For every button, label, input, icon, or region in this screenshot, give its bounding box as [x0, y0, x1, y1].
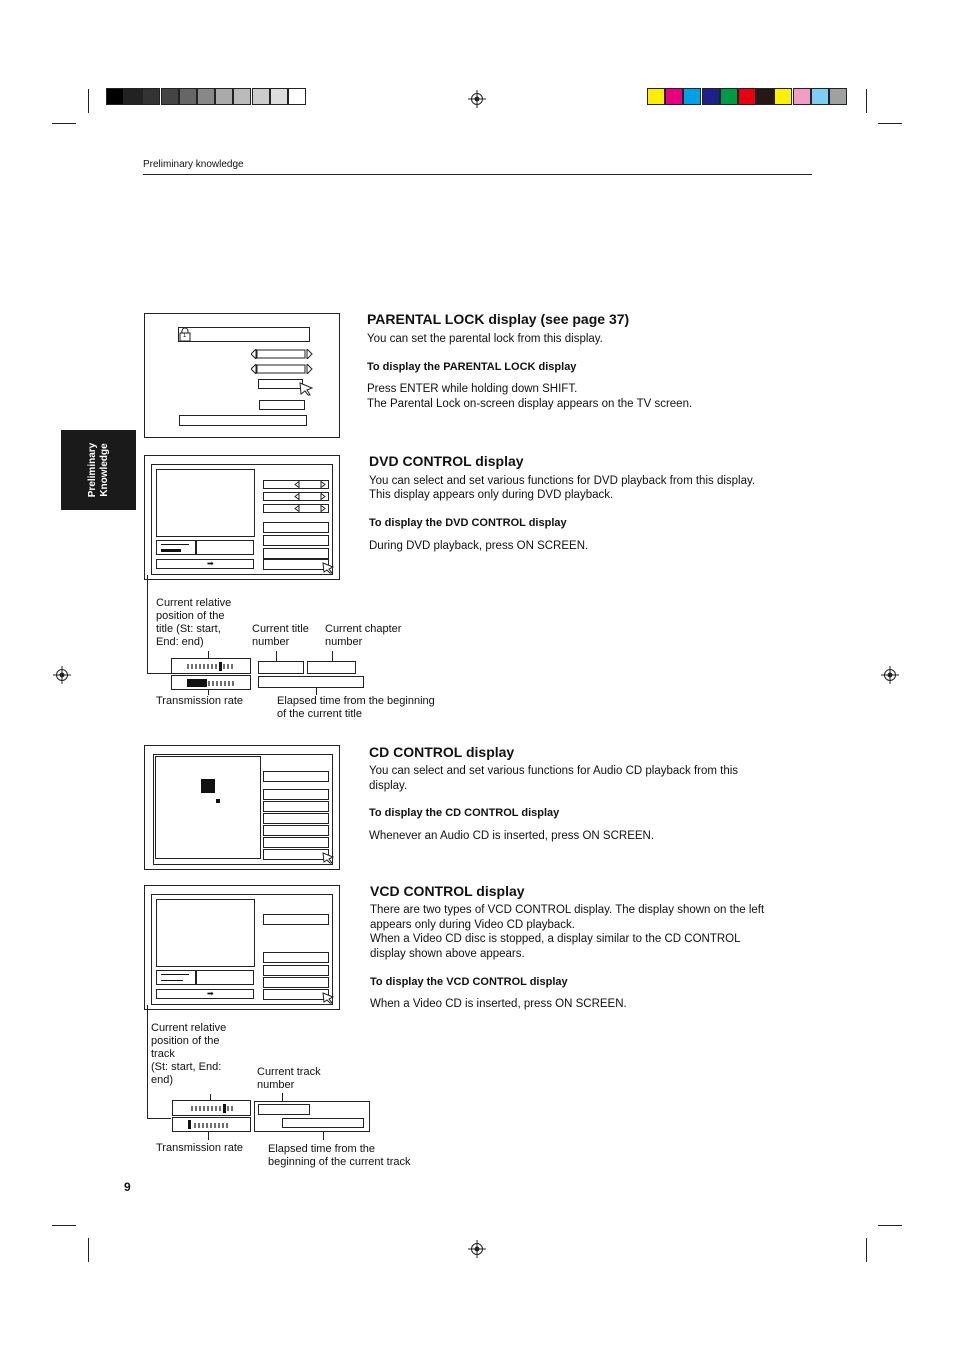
- cd-heading: CD CONTROL display: [369, 744, 515, 760]
- color-swatch: [252, 88, 270, 105]
- osd-menu-item[interactable]: [263, 825, 329, 836]
- registration-mark-icon: [468, 1240, 486, 1258]
- arrow-icon: ➡: [207, 989, 214, 998]
- time-display: [156, 559, 254, 569]
- dvd-label-position: [156, 597, 231, 649]
- password-field[interactable]: [258, 379, 303, 389]
- color-swatch: [793, 88, 811, 105]
- color-swatch: [829, 88, 847, 105]
- time-display: [156, 989, 254, 999]
- leader-line: [208, 690, 209, 695]
- dvd-step: During DVD playback, press ON SCREEN.: [369, 540, 589, 552]
- crop-mark: [878, 123, 902, 124]
- cd-subheading: To display the CD CONTROL display: [369, 807, 560, 819]
- color-swatch: [124, 88, 142, 105]
- hand-cursor-icon: [322, 852, 334, 864]
- label-line: position of the: [151, 1035, 220, 1047]
- label-line: Current title: [252, 623, 309, 635]
- position-bar: [161, 974, 189, 975]
- color-swatch: [142, 88, 160, 105]
- level-selector[interactable]: [251, 364, 313, 374]
- color-swatch: [665, 88, 683, 105]
- page-number: 9: [124, 1180, 131, 1194]
- subtitle-selector[interactable]: [263, 492, 329, 501]
- color-swatch: [756, 88, 774, 105]
- header-rule: [143, 174, 812, 175]
- vcd-text1: There are two types of VCD CONTROL display. The display shown on the left: [370, 904, 765, 916]
- vcd-heading: VCD CONTROL display: [370, 883, 525, 899]
- dvd-label-chapter: [325, 623, 401, 649]
- rate-fill: [187, 679, 207, 687]
- color-swatch: [683, 88, 701, 105]
- position-bar: [161, 544, 189, 545]
- label-line: Elapsed time from the beginning: [277, 695, 435, 707]
- hand-cursor-icon: [322, 562, 334, 574]
- dvd-heading: DVD CONTROL display: [369, 453, 524, 469]
- parental-lock-osd: [144, 313, 340, 438]
- osd-menu-item[interactable]: [263, 559, 329, 570]
- leader-line: [147, 1118, 171, 1119]
- position-scale: [190, 1103, 238, 1113]
- rate-scale: [207, 679, 237, 687]
- color-swatch: [215, 88, 233, 105]
- message-bar: [179, 415, 307, 426]
- disc-indicator: [201, 779, 215, 793]
- country-selector[interactable]: [251, 349, 313, 359]
- vcd-label-position: [151, 1022, 226, 1087]
- color-swatch: [738, 88, 756, 105]
- vcd-text4: display shown above appears.: [370, 948, 525, 960]
- label-line: End: end): [156, 636, 204, 648]
- dvd-control-osd: [144, 455, 340, 580]
- lock-icon-number: 1: [183, 333, 187, 339]
- leader-line: [208, 1132, 209, 1140]
- osd-menu-item[interactable]: [263, 914, 329, 925]
- osd-menu-item[interactable]: [263, 801, 329, 812]
- side-tab-line1: Preliminary: [86, 442, 98, 498]
- status-indicator: [156, 540, 196, 555]
- rate-bar: [161, 549, 181, 552]
- track-marker: [216, 799, 220, 803]
- dvd-text2: This display appears only during DVD playback.: [369, 489, 614, 501]
- cd-text1: You can select and set various functions for Audio CD playback from this: [369, 765, 739, 777]
- label-line: Current relative: [156, 597, 232, 609]
- rate-scale: [193, 1121, 229, 1129]
- dvd-label-elapsed: [277, 695, 435, 721]
- leader-line: [332, 651, 333, 661]
- osd-menu-item[interactable]: [263, 535, 329, 546]
- color-swatch: [197, 88, 215, 105]
- color-swatch: [702, 88, 720, 105]
- section-label: Preliminary knowledge: [143, 159, 244, 170]
- color-swatch: [161, 88, 179, 105]
- leader-line: [147, 1005, 148, 1118]
- leader-line: [147, 673, 171, 674]
- title-number-box: [258, 661, 304, 674]
- label-line: (St: start, End:: [151, 1061, 222, 1073]
- cd-step: Whenever an Audio CD is inserted, press ON SCREEN.: [369, 830, 655, 842]
- cd-control-osd: [144, 745, 340, 870]
- side-tab-line2: Knowledge: [98, 443, 110, 497]
- label-line: end): [151, 1074, 174, 1086]
- video-preview: [156, 469, 255, 537]
- vcd-subheading: To display the VCD CONTROL display: [370, 976, 568, 988]
- osd-menu-item[interactable]: [263, 965, 329, 976]
- color-swatch: [720, 88, 738, 105]
- track-number-box: [258, 1104, 310, 1115]
- hand-cursor-icon: [322, 992, 334, 1004]
- video-preview: [156, 899, 255, 967]
- hand-cursor-icon: [299, 382, 313, 396]
- audio-selector[interactable]: [263, 480, 329, 489]
- osd-menu-item[interactable]: [263, 789, 329, 800]
- osd-title-bar: [178, 327, 310, 342]
- chapter-number-box: [307, 661, 356, 674]
- color-swatch: [288, 88, 306, 105]
- osd-menu-item[interactable]: [263, 952, 329, 963]
- arrow-icon: ➡: [207, 559, 214, 568]
- track-panel: [155, 756, 261, 859]
- color-swatch: [270, 88, 288, 105]
- crop-mark: [878, 1225, 902, 1226]
- crop-mark: [52, 1225, 76, 1226]
- parental-step1: Press ENTER while holding down SHIFT.: [367, 383, 578, 395]
- parental-step2: The Parental Lock on-screen display appears on the TV screen.: [367, 398, 693, 410]
- label-line: of the current title: [277, 708, 362, 720]
- crop-mark: [866, 1238, 867, 1262]
- label-line: number: [325, 636, 363, 648]
- osd-menu-item[interactable]: [263, 989, 329, 1000]
- parental-intro: You can set the parental lock from this display.: [367, 333, 603, 345]
- vcd-label-track: [257, 1066, 321, 1092]
- crop-mark: [866, 89, 867, 113]
- ok-button[interactable]: [259, 400, 305, 410]
- label-line: Current track: [257, 1066, 321, 1078]
- angle-selector[interactable]: [263, 504, 329, 513]
- label-line: number: [257, 1079, 295, 1091]
- vcd-label-elapsed: [268, 1143, 410, 1169]
- registration-mark-icon: [468, 90, 486, 108]
- dvd-label-rate: Transmission rate: [156, 695, 244, 707]
- vcd-label-rate: Transmission rate: [156, 1142, 244, 1154]
- elapsed-time-box: [282, 1118, 364, 1128]
- label-line: Elapsed time from the: [268, 1143, 375, 1155]
- vcd-control-osd: [144, 885, 340, 1010]
- label-line: beginning of the current track: [268, 1156, 411, 1168]
- osd-menu-item[interactable]: [263, 837, 329, 848]
- dvd-text1: You can select and set various functions for DVD playback from this display.: [369, 475, 756, 487]
- label-line: title (St: start,: [156, 623, 221, 635]
- rate-bar: [161, 980, 183, 981]
- vcd-step: When a Video CD is inserted, press ON SCREEN.: [370, 998, 627, 1010]
- label-line: Current relative: [151, 1022, 227, 1034]
- side-tab: [61, 430, 136, 510]
- dvd-label-title: [252, 623, 309, 649]
- parental-subheading: To display the PARENTAL LOCK display: [367, 361, 577, 373]
- osd-menu-item[interactable]: [263, 548, 329, 559]
- color-swatch: [233, 88, 251, 105]
- osd-menu-item[interactable]: [263, 849, 329, 860]
- cd-text2: display.: [369, 780, 408, 792]
- color-swatch: [774, 88, 792, 105]
- dvd-subheading: To display the DVD CONTROL display: [369, 517, 567, 529]
- leader-line: [147, 575, 148, 673]
- crop-mark: [88, 89, 89, 113]
- color-swatch: [179, 88, 197, 105]
- registration-mark-icon: [881, 666, 899, 684]
- registration-mark-icon: [53, 666, 71, 684]
- crop-mark: [52, 123, 76, 124]
- osd-menu-item[interactable]: [263, 977, 329, 988]
- osd-menu-item[interactable]: [263, 522, 329, 533]
- status-indicator: [156, 970, 196, 985]
- parental-heading: PARENTAL LOCK display (see page 37): [367, 311, 630, 327]
- position-scale: [186, 661, 236, 671]
- label-line: position of the: [156, 610, 225, 622]
- rate-fill: [188, 1120, 191, 1129]
- vcd-text2: appears only during Video CD playback.: [370, 919, 575, 931]
- vcd-text3: When a Video CD disc is stopped, a display similar to the CD CONTROL: [370, 933, 741, 945]
- number-display: [196, 970, 254, 985]
- number-display: [196, 540, 254, 555]
- color-swatch: [106, 88, 124, 105]
- color-swatch: [647, 88, 665, 105]
- label-line: number: [252, 636, 290, 648]
- crop-mark: [88, 1238, 89, 1262]
- leader-line: [276, 651, 277, 661]
- leader-line: [316, 687, 317, 695]
- osd-menu-item[interactable]: [263, 813, 329, 824]
- osd-menu-item[interactable]: [263, 771, 329, 782]
- label-line: Current chapter: [325, 623, 402, 635]
- color-swatch: [811, 88, 829, 105]
- label-line: track: [151, 1048, 175, 1060]
- elapsed-time-box: [258, 676, 364, 688]
